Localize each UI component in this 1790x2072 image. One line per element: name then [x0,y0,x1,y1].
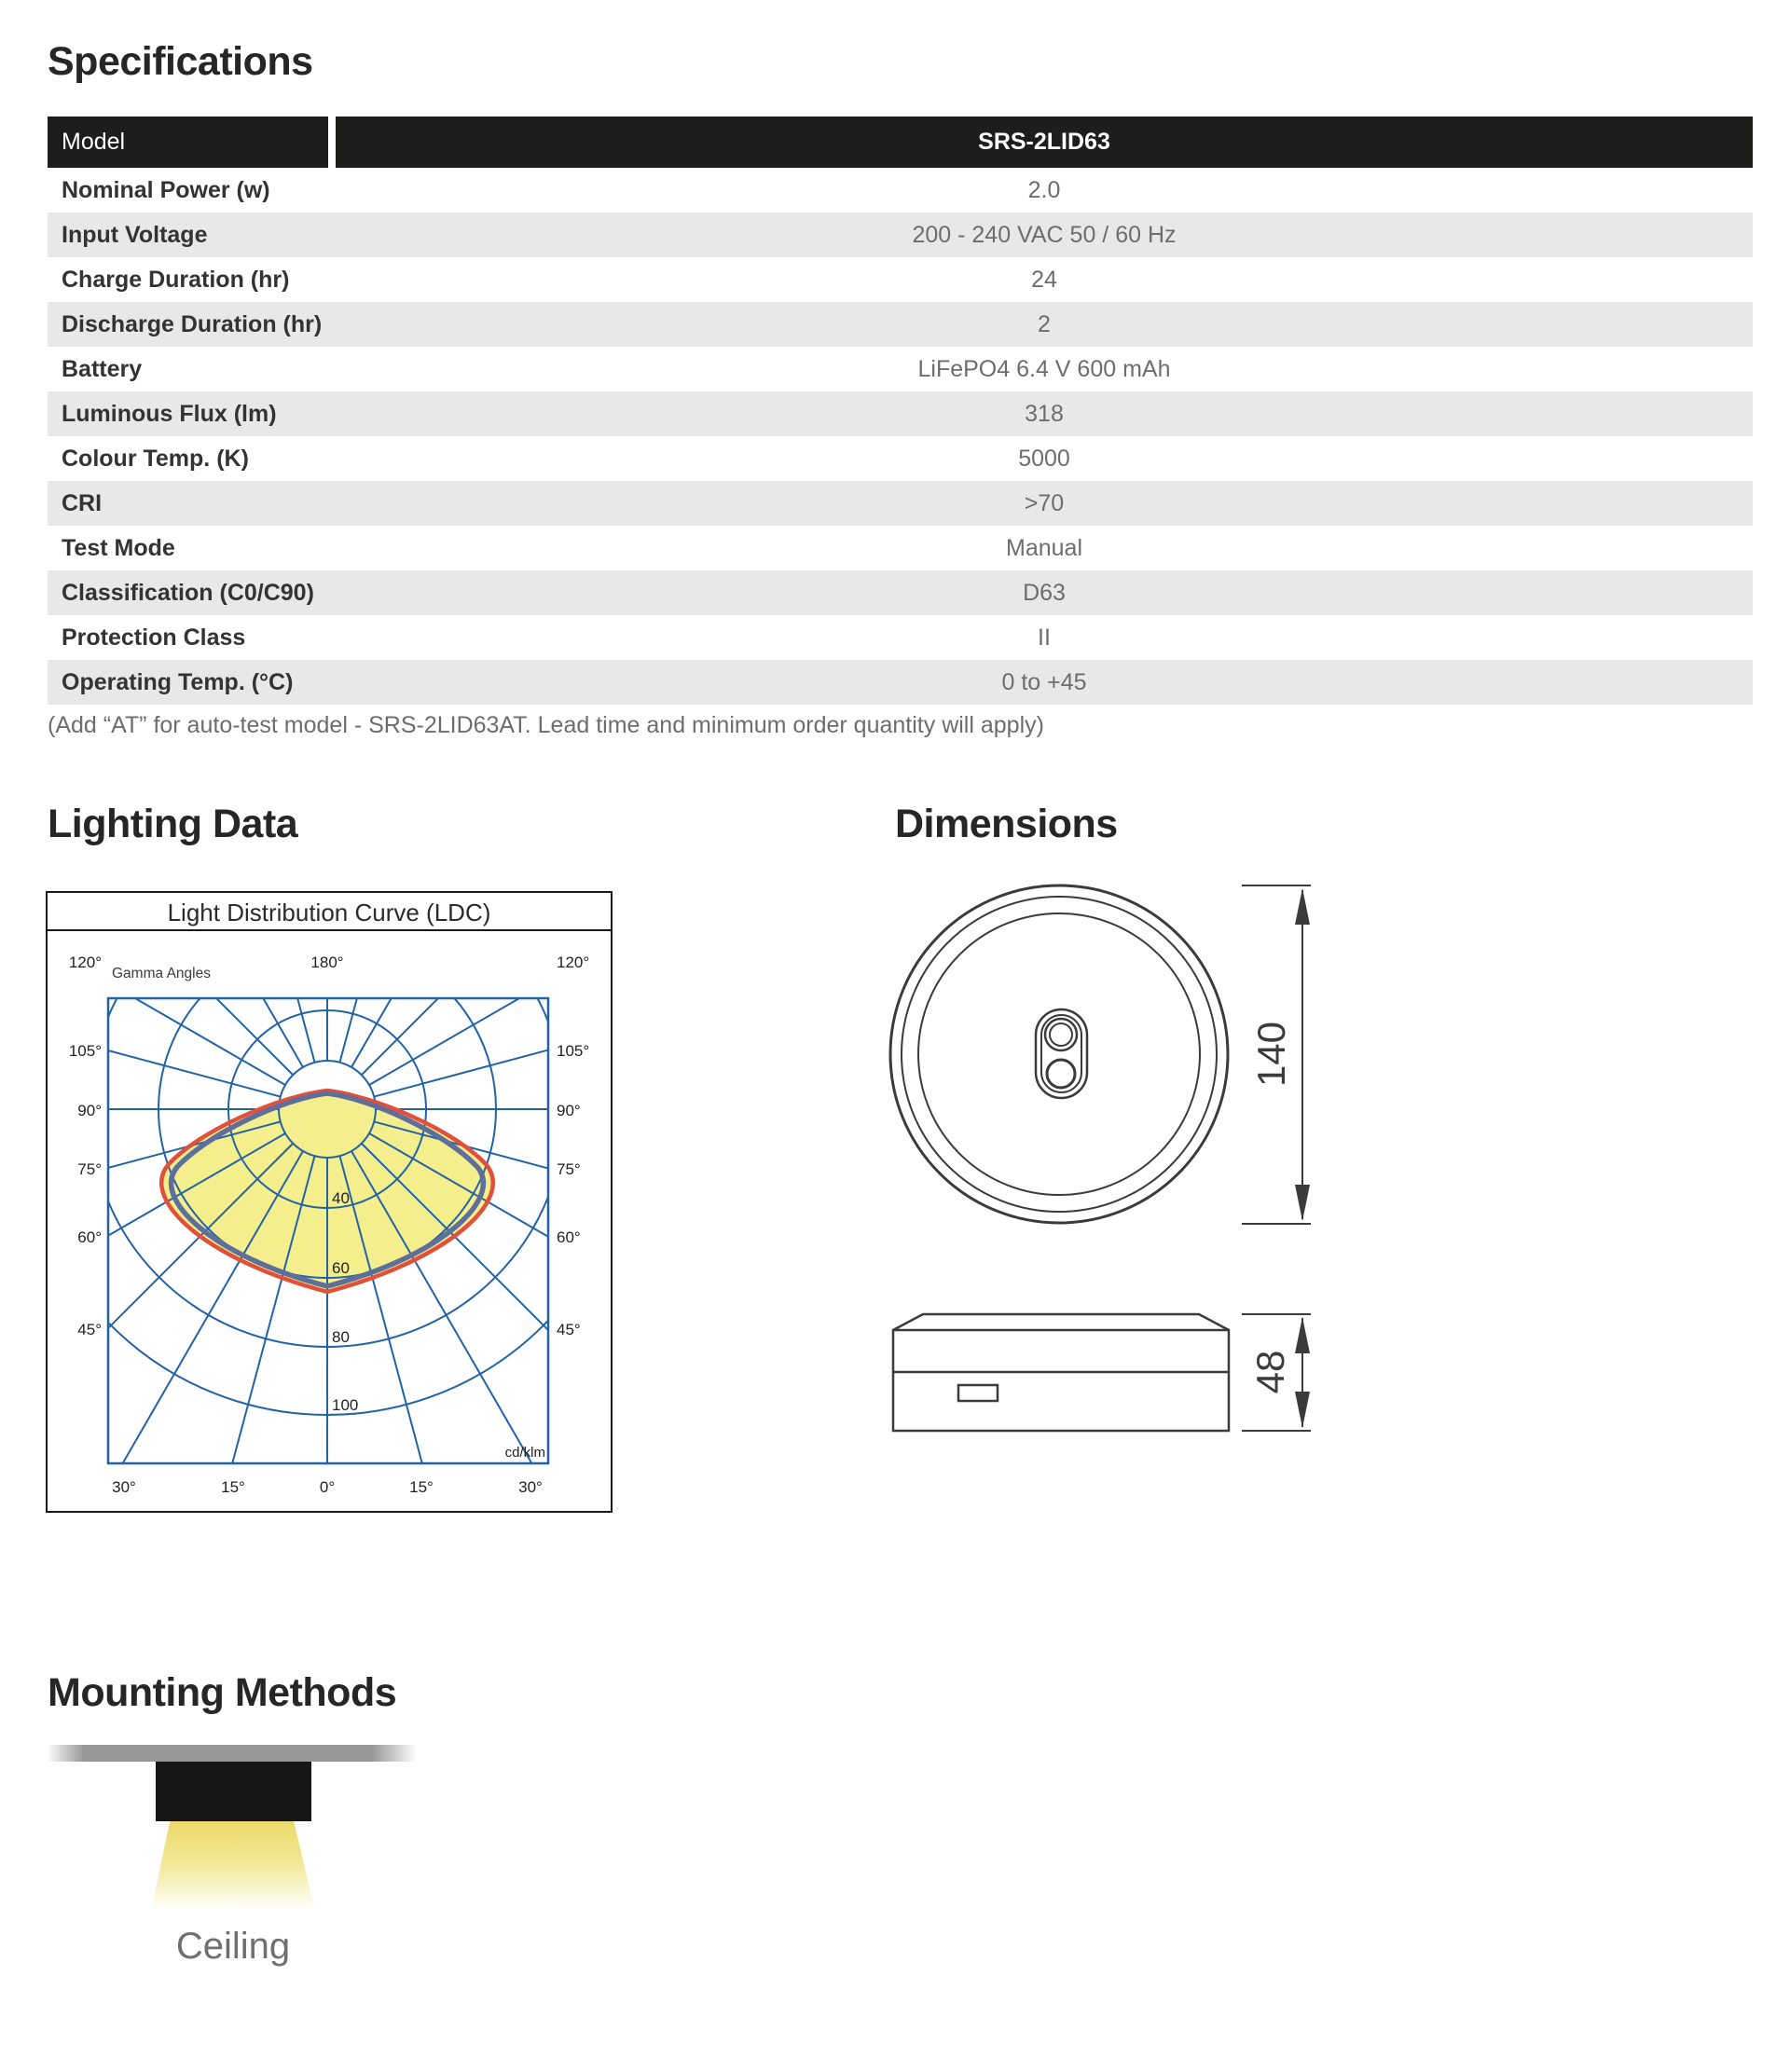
ldc-radial-tick: 60 [332,1259,350,1277]
led-lens-inner [1050,1023,1072,1046]
light-beam [151,1821,315,1911]
ldc-angle-label: 30° [112,1478,136,1496]
dim-arrow-up [1295,888,1310,925]
spec-row-value: 318 [1025,400,1064,427]
spec-row-value: 24 [1031,266,1057,293]
ldc-angle-label: 30° [518,1478,543,1496]
table-row [48,302,1753,347]
table-row [48,213,1753,257]
ldc-angle-label: 120° [68,954,102,971]
dimension-side-view [867,1300,1333,1445]
table-row [48,615,1753,660]
table-header-model-value: SRS-2LID63 [336,117,1753,168]
spec-row-label: Charge Duration (hr) [62,266,290,293]
ldc-angle-label: 60° [557,1228,581,1246]
housing-inner-ring [918,913,1200,1195]
ldc-radial-tick: 40 [332,1189,350,1207]
table-row [48,257,1753,302]
ldc-chart [46,891,613,1514]
ldc-angle-label: 75° [77,1160,102,1178]
dimension-top-view [867,867,1333,1240]
table-row [48,168,1753,213]
ldc-angle-label: 15° [409,1478,434,1496]
lighting-data-heading: Lighting Data [48,802,298,846]
ldc-angle-label: 75° [557,1160,581,1178]
ldc-angle-label: 45° [557,1321,581,1338]
spec-row-value: 2 [1038,310,1051,337]
table-row [48,347,1753,391]
diameter-dimension-label: 140 [1249,1021,1294,1088]
dim-arrow-down [1295,1185,1310,1221]
dim-arrow-up [1295,1317,1310,1353]
spec-row-label: Classification (C0/C90) [62,579,314,606]
spec-row-label: Battery [62,355,143,382]
spec-row-value: Manual [1006,534,1082,561]
spec-note: (Add “AT” for auto-test model - SRS-2LID63AT. Lead time and minimum order quantity will apply) [48,712,1044,738]
housing-side-body [893,1330,1229,1431]
spec-row-value: 5000 [1018,445,1070,472]
table-row [48,391,1753,436]
ldc-angle-label: 0° [319,1478,336,1496]
indicator-circle [1047,1060,1075,1088]
ldc-angle-label: 15° [221,1478,245,1496]
fixture-block [156,1762,311,1821]
spec-row-label: Discharge Duration (hr) [62,310,323,337]
spec-row-label: Test Mode [62,534,175,561]
table-row [48,436,1753,481]
mounting-method-label: Ceiling [175,1926,291,1967]
housing-outer-circle [890,885,1228,1223]
ldc-angle-label: 120° [557,954,590,971]
height-dimension-label: 48 [1248,1350,1293,1394]
housing-side-switch [958,1385,998,1401]
spec-row-label: Operating Temp. (°C) [62,668,294,695]
spec-row-value: 2.0 [1027,176,1061,203]
dimensions-heading: Dimensions [895,802,1118,846]
specifications-heading: Specifications [48,39,313,84]
ldc-gamma-angles-label: Gamma Angles [112,966,211,981]
ldc-radial-tick: 100 [332,1396,359,1414]
spec-row-value: 0 to +45 [1001,668,1087,695]
mounting-methods-heading: Mounting Methods [48,1670,397,1715]
ldc-angle-label: 105° [68,1042,102,1060]
ldc-angle-label: 105° [557,1042,590,1060]
ldc-angle-label: 60° [77,1228,102,1246]
table-row [48,481,1753,526]
table-row [48,526,1753,570]
table-row [48,660,1753,705]
housing-ring [902,897,1217,1212]
spec-row-label: Input Voltage [62,221,208,248]
ldc-title: Light Distribution Curve (LDC) [167,899,491,926]
spec-row-value: II [1038,624,1051,651]
spec-row-value: >70 [1024,489,1065,516]
spec-row-label: Nominal Power (w) [62,176,270,203]
spec-row-label: Colour Temp. (K) [62,445,249,472]
ldc-unit-label: cd/klm [504,1445,545,1461]
ldc-angle-label: 45° [77,1321,102,1338]
ldc-radial-tick: 80 [332,1328,350,1346]
spec-rows [48,168,1753,705]
housing-side-bevel [893,1314,1229,1330]
spec-row-label: Luminous Flux (lm) [62,400,277,427]
table-header-model: Model [48,117,328,168]
spec-row-value: 200 - 240 VAC 50 / 60 Hz [912,221,1177,248]
ldc-angle-label: 90° [557,1102,581,1119]
dim-arrow-down [1295,1392,1310,1428]
table-header-gap [328,117,336,168]
spec-row-label: Protection Class [62,624,246,651]
ldc-angle-label: 180° [310,954,344,971]
spec-row-value: D63 [1023,579,1066,606]
ceiling-surface [47,1745,417,1762]
spec-row-value: LiFePO4 6.4 V 600 mAh [917,355,1171,382]
table-header-row [48,117,1753,168]
spec-row-label: CRI [62,489,103,516]
table-row [48,570,1753,615]
specifications-table [48,117,1753,705]
ldc-angle-label: 90° [77,1102,102,1119]
